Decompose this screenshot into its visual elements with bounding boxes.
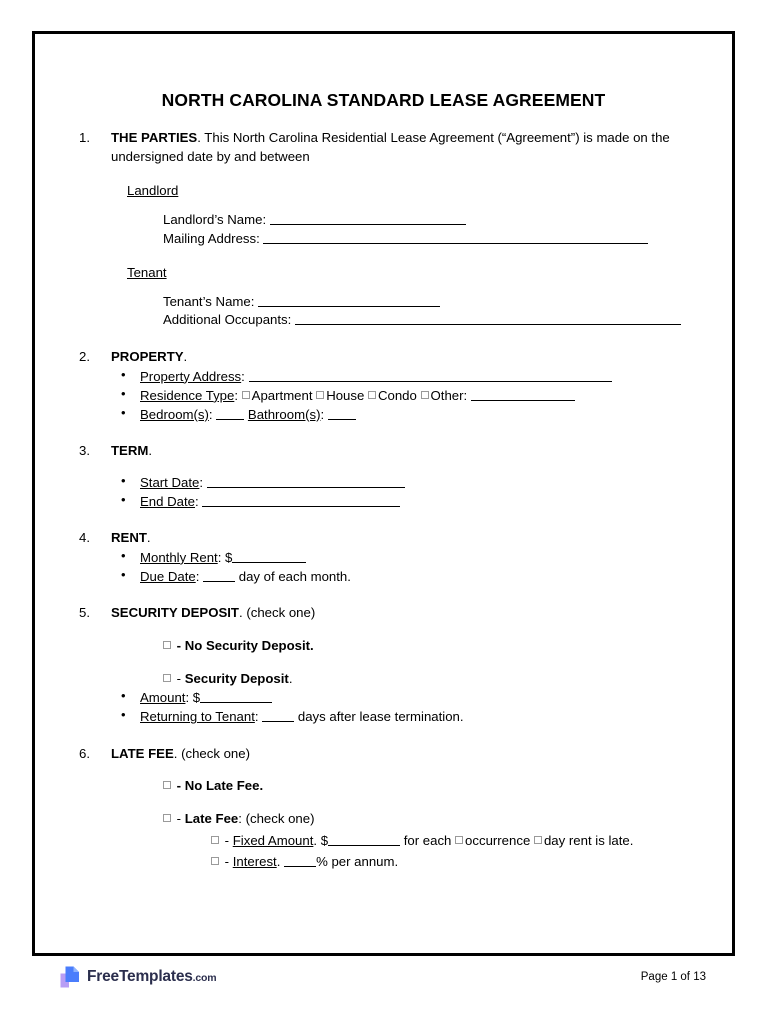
landlord-subheading: Landlord bbox=[127, 183, 179, 199]
end-date-colon: : bbox=[195, 493, 199, 509]
monthly-rent-colon: : $ bbox=[217, 549, 233, 565]
additional-occupants-row bbox=[163, 311, 696, 329]
section-security-deposit bbox=[79, 604, 696, 726]
logo-text bbox=[87, 968, 216, 986]
due-date-item bbox=[111, 567, 696, 586]
interest-rate-input[interactable] bbox=[284, 854, 316, 867]
section-5-heading-suffix: . (check one) bbox=[239, 605, 316, 621]
document-page bbox=[32, 31, 735, 985]
checkbox-other[interactable] bbox=[421, 391, 429, 399]
residence-other-input[interactable] bbox=[471, 388, 575, 401]
due-date-suffix: day of each month. bbox=[238, 568, 351, 584]
page-number: Page 1 of 13 bbox=[640, 971, 706, 983]
checkbox-condo[interactable] bbox=[368, 391, 376, 399]
section-rent bbox=[79, 529, 696, 586]
checkbox-fixed-amount[interactable] bbox=[211, 836, 219, 844]
section-3-number: 3. bbox=[79, 443, 90, 459]
security-deposit-detail-list bbox=[111, 688, 696, 726]
checkbox-occurrence[interactable] bbox=[455, 836, 463, 844]
logo-text-main: FreeTemplates bbox=[87, 968, 193, 985]
checkbox-no-late-fee[interactable] bbox=[163, 781, 171, 789]
fixed-amount-foreach: for each bbox=[403, 832, 452, 848]
landlord-fields bbox=[163, 211, 696, 248]
deposit-amount-input[interactable] bbox=[200, 690, 272, 703]
property-address-label: Property Address bbox=[140, 368, 242, 384]
deposit-return-label: Returning to Tenant bbox=[140, 709, 255, 725]
late-fee-option bbox=[163, 810, 696, 829]
freetemplates-logo[interactable] bbox=[59, 965, 216, 989]
residence-type-item bbox=[111, 386, 696, 405]
end-date-label: End Date bbox=[140, 493, 195, 509]
section-property bbox=[79, 348, 696, 424]
interest-option bbox=[211, 852, 696, 871]
no-late-fee-label: - No Late Fee. bbox=[176, 778, 264, 794]
start-date-item bbox=[111, 473, 696, 492]
fixed-amount-input[interactable] bbox=[328, 833, 400, 846]
due-date-label: Due Date bbox=[140, 568, 196, 584]
security-deposit-period: . bbox=[288, 670, 293, 686]
section-2-heading-suffix: . bbox=[183, 348, 188, 364]
section-3-heading: TERM bbox=[111, 443, 149, 459]
no-security-deposit-label: - No Security Deposit. bbox=[176, 637, 314, 653]
checkbox-security-deposit[interactable] bbox=[163, 674, 171, 682]
deposit-amount-colon: : $ bbox=[185, 690, 201, 706]
deposit-return-suffix: days after lease termination. bbox=[297, 709, 464, 725]
checkbox-day-rent-is-late[interactable] bbox=[534, 836, 542, 844]
late-fee-suffix: : (check one) bbox=[238, 811, 315, 827]
section-2-heading-row bbox=[111, 348, 696, 367]
additional-occupants-input[interactable] bbox=[295, 312, 681, 325]
end-date-item bbox=[111, 492, 696, 511]
late-fee-dash: - bbox=[176, 811, 185, 827]
residence-option-apartment: Apartment bbox=[251, 387, 313, 403]
deposit-return-colon: : bbox=[254, 709, 259, 725]
section-term bbox=[79, 442, 696, 511]
no-late-fee-option bbox=[163, 777, 696, 796]
section-6-number: 6. bbox=[79, 745, 90, 761]
bedrooms-label: Bedroom(s) bbox=[140, 406, 209, 422]
no-security-deposit-option bbox=[163, 637, 696, 656]
section-4-heading-suffix: . bbox=[146, 530, 151, 546]
due-date-input[interactable] bbox=[203, 569, 235, 582]
section-3-heading-suffix: . bbox=[148, 443, 153, 459]
section-late-fee bbox=[79, 745, 696, 871]
tenant-name-row bbox=[163, 293, 696, 311]
section-3-heading-row bbox=[111, 442, 696, 461]
section-2-heading: PROPERTY bbox=[111, 348, 184, 364]
late-fee-label: Late Fee bbox=[184, 811, 239, 827]
section-5-heading: SECURITY DEPOSIT bbox=[111, 605, 239, 621]
landlord-address-input[interactable] bbox=[263, 231, 648, 244]
property-address-item bbox=[111, 367, 696, 386]
day-rent-label: day rent is late. bbox=[543, 832, 634, 848]
tenant-subheading: Tenant bbox=[127, 265, 167, 281]
security-deposit-option bbox=[163, 670, 696, 689]
due-date-colon: : bbox=[195, 568, 200, 584]
section-6-heading-row bbox=[111, 745, 696, 764]
landlord-name-input[interactable] bbox=[270, 212, 466, 225]
start-date-label: Start Date bbox=[140, 474, 200, 490]
section-6-heading-suffix: . (check one) bbox=[173, 745, 250, 761]
term-list bbox=[111, 473, 696, 511]
section-4-heading-row bbox=[111, 529, 696, 548]
landlord-address-label: Mailing Address: bbox=[163, 230, 260, 246]
checkbox-no-security-deposit[interactable] bbox=[163, 641, 171, 649]
monthly-rent-input[interactable] bbox=[232, 550, 306, 563]
monthly-rent-item bbox=[111, 548, 696, 567]
interest-dash: - bbox=[224, 853, 233, 869]
monthly-rent-label: Monthly Rent bbox=[140, 549, 218, 565]
residence-type-label: Residence Type bbox=[140, 387, 235, 403]
fixed-amount-dash: - bbox=[224, 832, 233, 848]
start-date-input[interactable] bbox=[207, 475, 405, 488]
landlord-name-row bbox=[163, 211, 696, 229]
checkbox-apartment[interactable] bbox=[242, 391, 250, 399]
property-list bbox=[111, 367, 696, 424]
security-deposit-label: Security Deposit bbox=[184, 670, 289, 686]
additional-occupants-label: Additional Occupants: bbox=[163, 312, 292, 328]
security-deposit-dash: - bbox=[176, 670, 185, 686]
bathrooms-label: Bathroom(s) bbox=[247, 406, 321, 422]
end-date-input[interactable] bbox=[202, 494, 400, 507]
page-footer bbox=[35, 959, 732, 995]
deposit-return-item bbox=[111, 707, 696, 726]
section-1-heading: THE PARTIES bbox=[111, 130, 198, 145]
section-5-number: 5. bbox=[79, 605, 90, 621]
residence-option-other-label: Other: bbox=[430, 387, 468, 403]
bathrooms-colon: : bbox=[320, 406, 325, 422]
residence-option-house: House bbox=[326, 387, 365, 403]
deposit-amount-item bbox=[111, 688, 696, 707]
section-1-number: 1. bbox=[79, 130, 90, 145]
fixed-amount-after: . $ bbox=[313, 832, 329, 848]
document-body bbox=[35, 129, 732, 871]
checkbox-house[interactable] bbox=[316, 391, 324, 399]
checkbox-late-fee[interactable] bbox=[163, 814, 171, 822]
page-title: NORTH CAROLINA STANDARD LEASE AGREEMENT bbox=[161, 90, 606, 110]
interest-label: Interest bbox=[232, 853, 277, 869]
section-the-parties bbox=[79, 129, 696, 330]
rent-list bbox=[111, 548, 696, 586]
fixed-amount-option bbox=[211, 831, 696, 850]
checkbox-interest[interactable] bbox=[211, 857, 219, 865]
section-1-paragraph bbox=[111, 129, 696, 166]
landlord-address-row bbox=[163, 230, 696, 248]
section-2-number: 2. bbox=[79, 348, 90, 364]
tenant-name-label: Tenant’s Name: bbox=[163, 293, 255, 309]
interest-suffix: % per annum. bbox=[316, 853, 399, 869]
landlord-name-label: Landlord’s Name: bbox=[163, 212, 267, 228]
bedrooms-bathrooms-item bbox=[111, 405, 696, 424]
fixed-amount-label: Fixed Amount bbox=[232, 832, 314, 848]
bedrooms-colon: : bbox=[208, 406, 213, 422]
tenant-fields bbox=[163, 293, 696, 330]
logo-text-suffix: .com bbox=[192, 972, 217, 984]
section-4-heading: RENT bbox=[111, 530, 147, 546]
section-6-heading: LATE FEE bbox=[111, 745, 174, 761]
section-4-number: 4. bbox=[79, 530, 90, 546]
section-1-body: . This North Carolina Residential Lease Agreement (“Agreement”) is made on the undersigned date by and between bbox=[111, 130, 670, 164]
deposit-amount-label: Amount bbox=[140, 690, 186, 706]
bedrooms-input[interactable] bbox=[216, 407, 244, 420]
property-address-input[interactable] bbox=[249, 368, 612, 381]
occurrence-label: occurrence bbox=[465, 832, 531, 848]
property-address-colon: : bbox=[241, 368, 245, 384]
bathrooms-input[interactable] bbox=[328, 407, 356, 420]
tenant-name-input[interactable] bbox=[258, 294, 440, 307]
interest-after: . bbox=[276, 853, 281, 869]
document-pages-icon bbox=[59, 965, 81, 989]
residence-type-colon: : bbox=[234, 387, 238, 403]
start-date-colon: : bbox=[199, 474, 204, 490]
section-5-heading-row bbox=[111, 604, 696, 623]
residence-option-condo: Condo bbox=[377, 387, 417, 403]
deposit-return-days-input[interactable] bbox=[262, 709, 294, 722]
